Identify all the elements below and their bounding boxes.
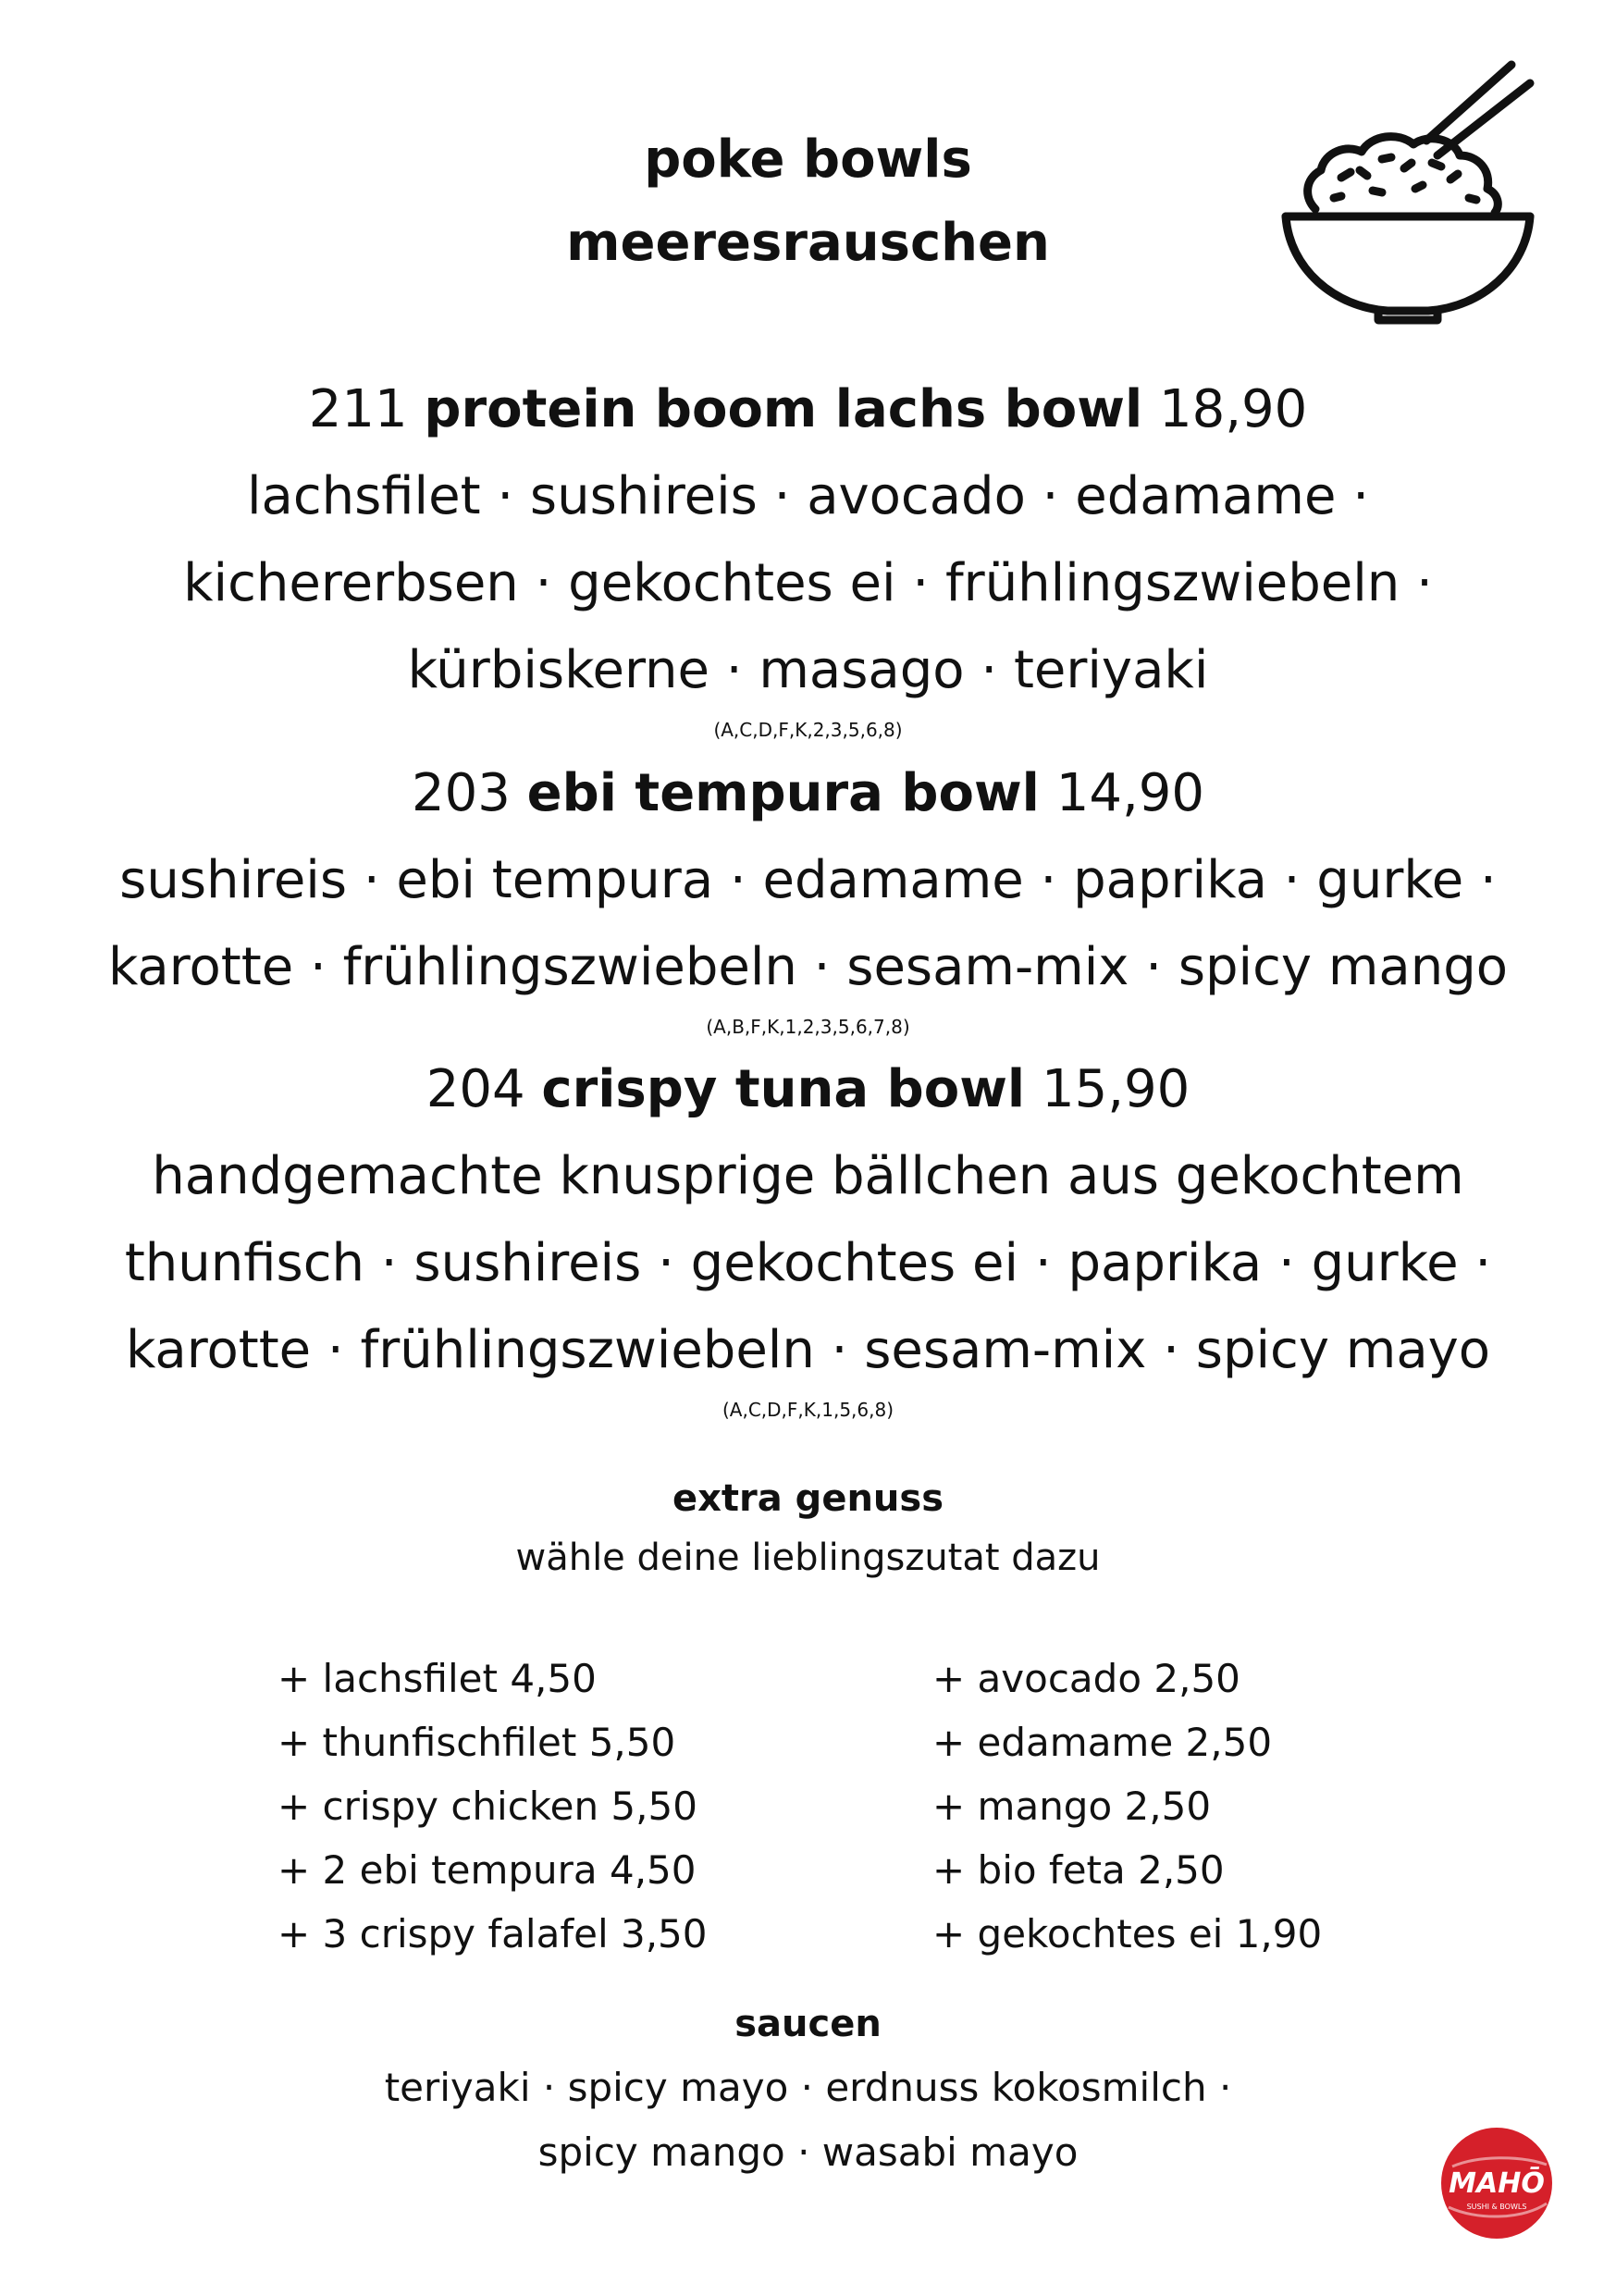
list-item: + bio feta 2,50: [932, 1847, 1225, 1893]
dish-description-line: kichererbsen · gekochtes ei · frühlingszwiebeln ·: [183, 553, 1433, 613]
dish-number: 204: [426, 1059, 525, 1119]
dish-name: ebi tempura bowl: [526, 763, 1040, 823]
dish-description-line: lachsfilet · sushireis · avocado · edamame ·: [246, 466, 1370, 526]
dish-number: 211: [308, 379, 408, 439]
dish-header: [0, 1046, 1616, 1133]
dish-item: [0, 366, 1616, 744]
sauces-list: [0, 2055, 1616, 2185]
title-line-2: meeresrauschen: [566, 213, 1050, 273]
title-line-1: poke bowls: [644, 130, 972, 190]
dish-allergens: (A,C,D,F,K,1,5,6,8): [722, 1399, 894, 1421]
list-item: + gekochtes ei 1,90: [932, 1911, 1323, 1957]
dish-price: 18,90: [1158, 379, 1308, 439]
dish-name: crispy tuna bowl: [541, 1059, 1026, 1119]
list-item: + lachsfilet 4,50: [278, 1656, 597, 1701]
dish-price: 15,90: [1041, 1059, 1190, 1119]
dish-header: [0, 366, 1616, 453]
dish-price: 14,90: [1055, 763, 1205, 823]
rice-bowl-chopsticks-icon: [1269, 59, 1547, 327]
dish-number: 203: [411, 763, 511, 823]
list-item: + 2 ebi tempura 4,50: [278, 1847, 697, 1893]
logo-text: MAHŌ: [1449, 2167, 1545, 2200]
dish-description-line: sushireis · ebi tempura · edamame · paprika · gurke ·: [119, 850, 1497, 910]
list-item: + thunfischfilet 5,50: [278, 1720, 676, 1765]
list-item: + avocado 2,50: [932, 1656, 1240, 1701]
list-item: + mango 2,50: [932, 1784, 1212, 1829]
extras-subheading: wähle deine lieblingszutat dazu: [515, 1537, 1101, 1579]
dish-description-line: kürbiskerne · masago · teriyaki: [407, 640, 1209, 700]
maho-logo: [1432, 2118, 1561, 2248]
dish-item: [0, 750, 1616, 1041]
sauces-line: spicy mango · wasabi mayo: [537, 2129, 1079, 2175]
dish-description-line: karotte · frühlingszwiebeln · sesam-mix · spicy mayo: [125, 1320, 1491, 1380]
list-item: + edamame 2,50: [932, 1720, 1273, 1765]
dish-description-line: thunfisch · sushireis · gekochtes ei · paprika · gurke ·: [124, 1233, 1492, 1293]
dish-description-line: karotte · frühlingszwiebeln · sesam-mix · spicy mango: [107, 937, 1508, 997]
list-item: + 3 crispy falafel 3,50: [278, 1911, 708, 1957]
dish-allergens: (A,B,F,K,1,2,3,5,6,7,8): [706, 1016, 910, 1038]
sauces-line: teriyaki · spicy mayo · erdnuss kokosmilch ·: [384, 2065, 1232, 2110]
dish-header: [0, 750, 1616, 837]
dish-allergens: (A,C,D,F,K,2,3,5,6,8): [713, 719, 903, 741]
sauces-heading: saucen: [734, 2003, 882, 2045]
extras-heading: extra genuss: [672, 1477, 944, 1520]
logo-subtext: SUSHI & BOWLS: [1466, 2203, 1527, 2211]
dish-description-line: handgemachte knusprige bällchen aus gekochtem: [152, 1146, 1464, 1206]
extras-list-left: [278, 1647, 707, 1966]
dish-item: [0, 1046, 1616, 1424]
list-item: + crispy chicken 5,50: [278, 1784, 697, 1829]
extras-list-right: [932, 1647, 1322, 1966]
dish-name: protein boom lachs bowl: [424, 379, 1143, 439]
